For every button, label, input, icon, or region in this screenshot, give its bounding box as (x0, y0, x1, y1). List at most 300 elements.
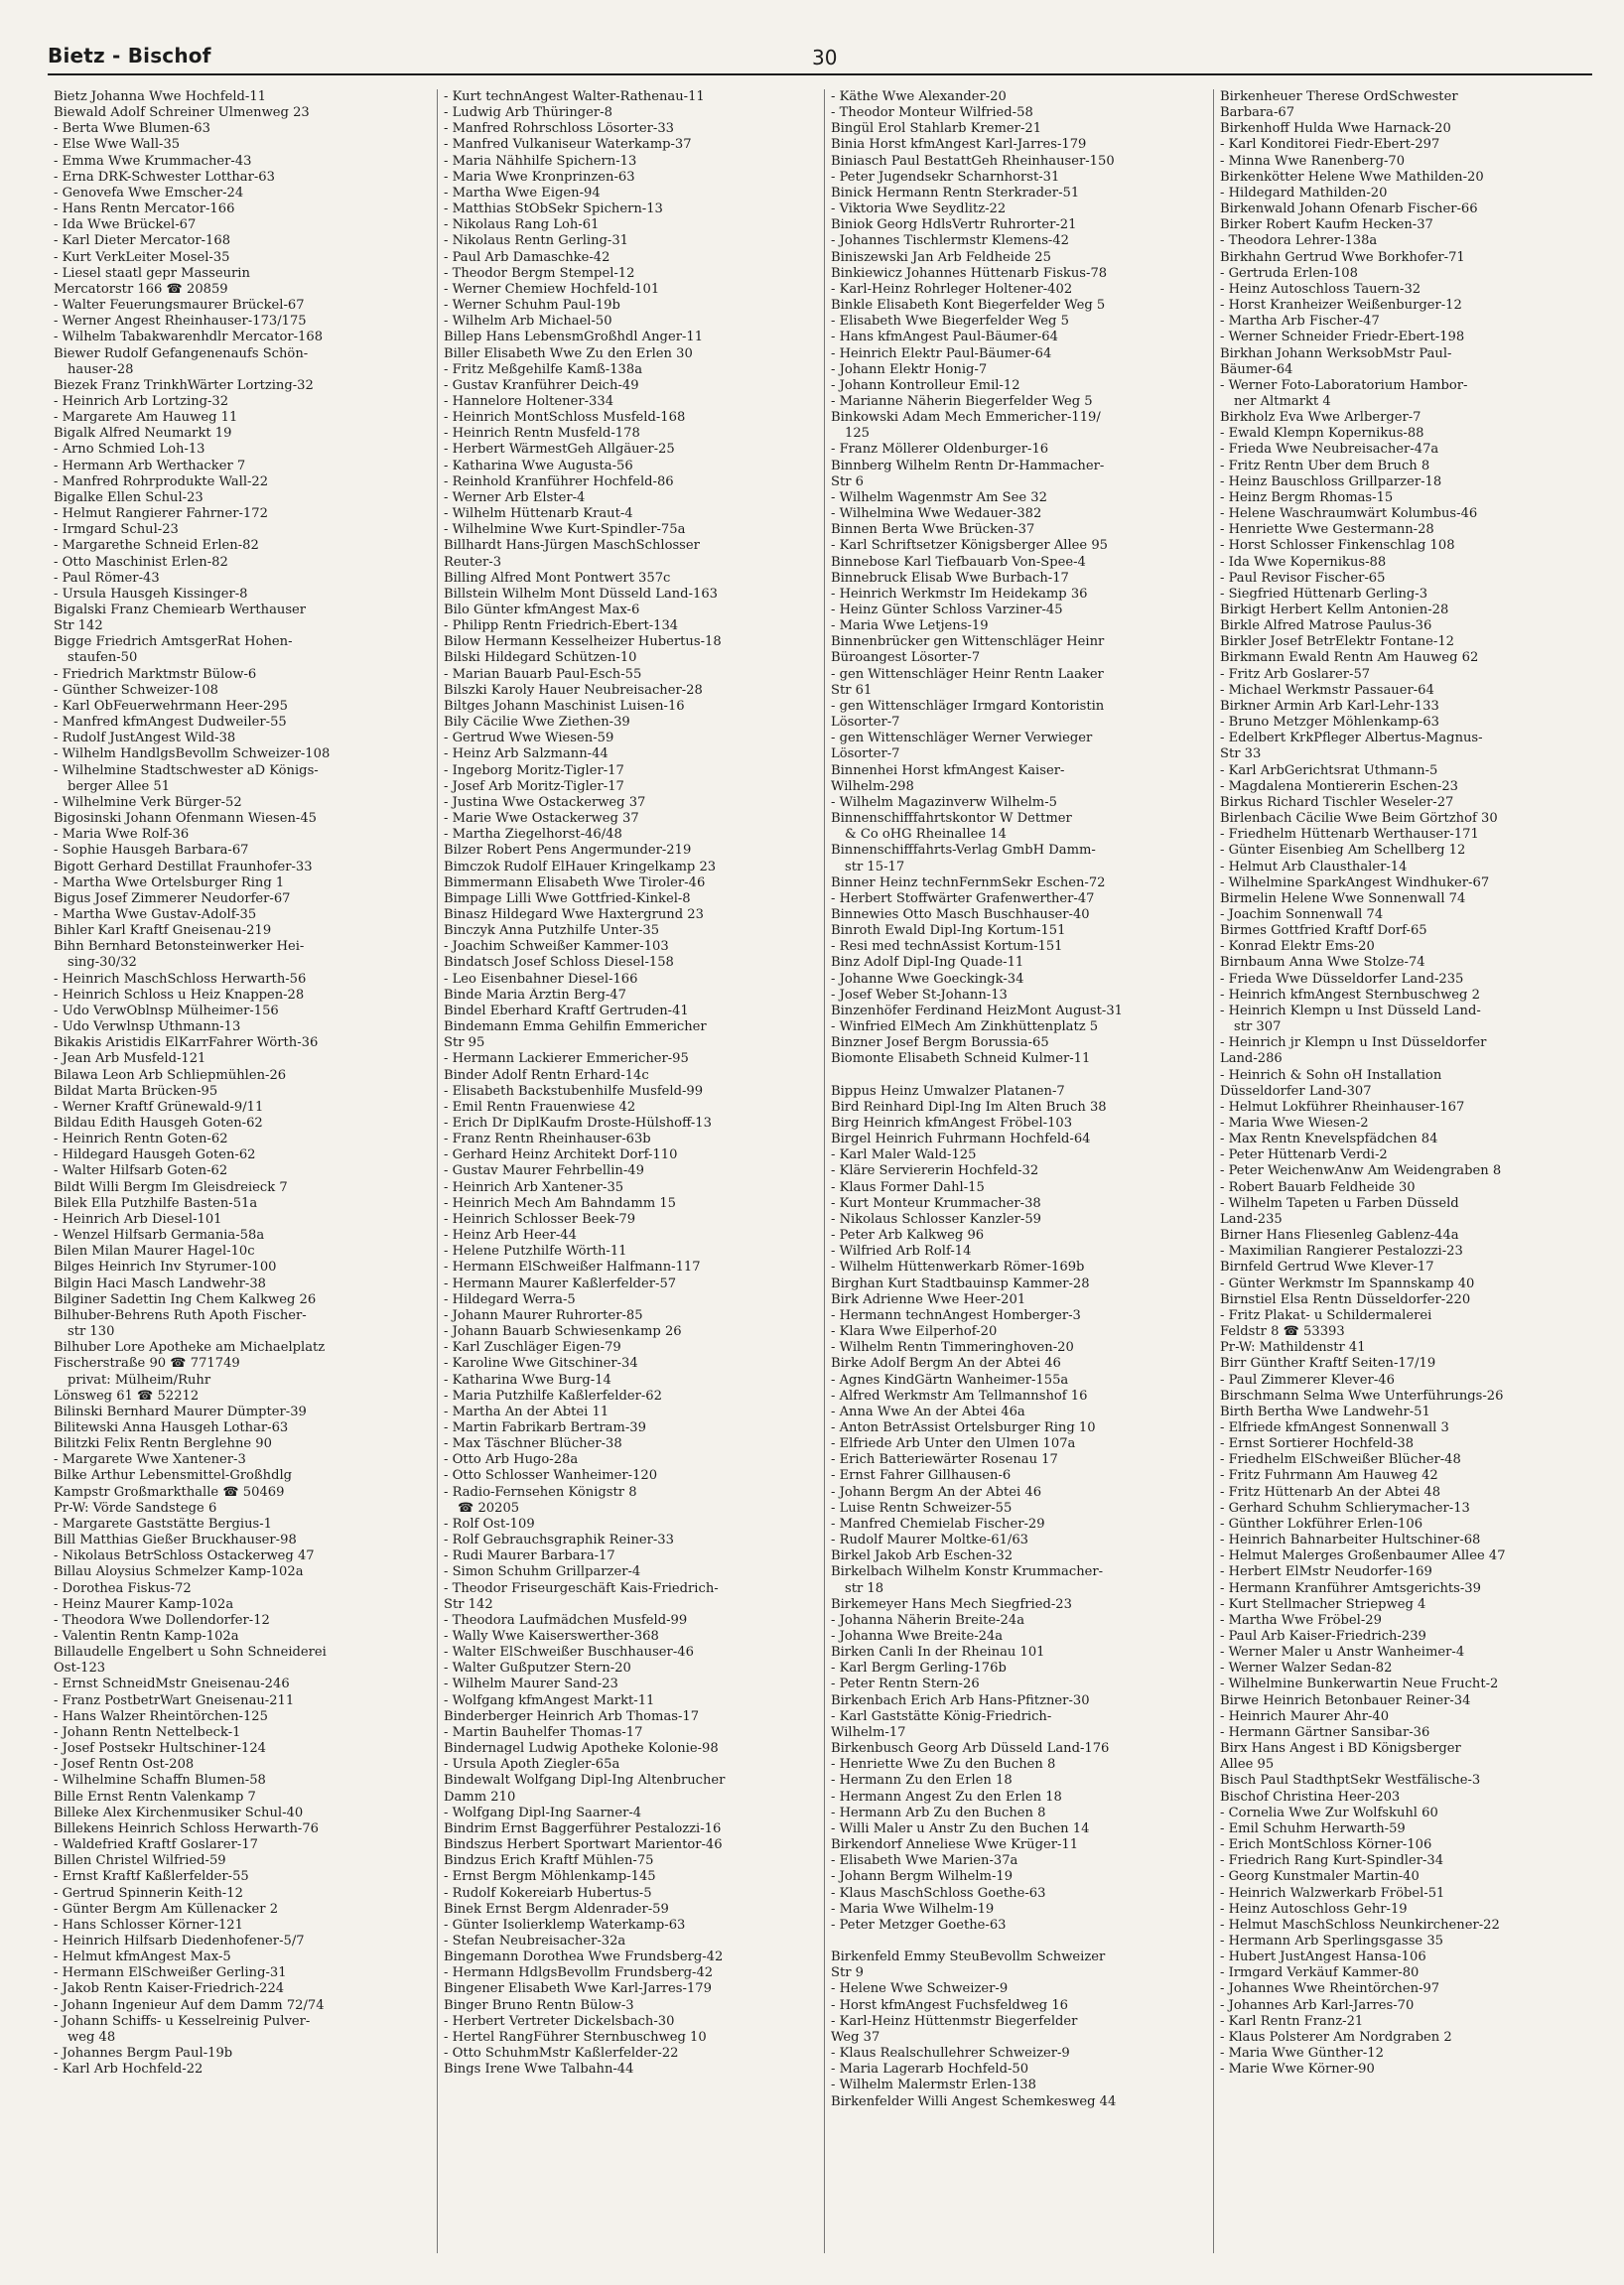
directory-entry-line: Bilzer Robert Pens Angermunder-219 (444, 843, 692, 859)
directory-entry-line: Str 9 (831, 1965, 864, 1981)
directory-entry-line: - Rolf Gebrauchsgraphik Reiner-33 (444, 1533, 674, 1548)
directory-entry-line: - Karl Bergm Gerling-176b (831, 1661, 1007, 1677)
directory-entry-line: - Ida Wwe Kopernikus-88 (1220, 554, 1387, 570)
directory-entry-line: hauser-28 (68, 361, 134, 377)
directory-entry-line: Birghan Kurt Stadtbauinsp Kammer-28 (831, 1276, 1090, 1291)
directory-entry-line: - Herbert Vertreter Dickelsbach-30 (444, 2013, 675, 2029)
directory-entry-line: - Günter Werkmstr Im Spannskamp 40 (1220, 1276, 1475, 1291)
directory-entry-line: Bill Matthias Gießer Bruckhauser-98 (54, 1533, 297, 1548)
directory-entry-line: - Elfriede kfmAngest Sonnenwall 3 (1220, 1419, 1449, 1435)
directory-entry-line: - Heinz Arb Heer-44 (444, 1228, 577, 1244)
directory-entry-line: - Helmut Lokführer Rheinhauser-167 (1220, 1099, 1465, 1115)
directory-entry-line: - Johann Bauarb Schwiesenkamp 26 (444, 1324, 682, 1340)
directory-entry-line: - Josef Postsekr Hultschiner-124 (54, 1741, 266, 1757)
directory-entry-line: - Hermann Arb Sperlingsgasse 35 (1220, 1933, 1443, 1949)
directory-column-1 (48, 89, 413, 2253)
directory-entry-line: Binek Ernst Bergm Aldenrader-59 (444, 1901, 669, 1917)
directory-entry-line: Bings Irene Wwe Talbahn-44 (444, 2062, 634, 2078)
directory-entry-line: Bigalk Alfred Neumarkt 19 (54, 426, 232, 442)
directory-entry-line: - Herbert Stoffwärter Grafenwerther-47 (831, 890, 1095, 906)
directory-entry-line: - Heinrich & Sohn oH Installation (1220, 1067, 1442, 1083)
directory-entry-line: - Heinrich Schlosser Beek-79 (444, 1211, 636, 1227)
directory-entry-line: Biniok Georg HdlsVertr Ruhrorter-21 (831, 217, 1077, 233)
directory-entry-line: - Kläre Serviererin Hochfeld-32 (831, 1163, 1039, 1179)
directory-entry-line: Birkhan Johann WerksobMstr Paul- (1220, 345, 1452, 361)
directory-entry-line: - Marie Wwe Ostackerweg 37 (444, 811, 639, 827)
directory-entry-line: Binder Adolf Rentn Erhard-14c (444, 1067, 649, 1083)
directory-entry-line: Lönsweg 61 ☎ 52212 (54, 1388, 200, 1404)
directory-entry-line: - Wilhelmina Wwe Wedauer-382 (831, 506, 1042, 522)
directory-entry-line: - Liesel staatl gepr Masseurin (54, 265, 250, 281)
directory-entry-line: - Heinrich Rentn Musfeld-178 (444, 426, 640, 442)
directory-entry-line: - Nikolaus BetrSchloss Ostackerweg 47 (54, 1548, 315, 1564)
directory-entry-line: - Henriette Wwe Zu den Buchen 8 (831, 1757, 1056, 1773)
directory-entry-line: - Wolfgang kfmAngest Markt-11 (444, 1692, 655, 1708)
directory-entry-line: - Max Täschner Blücher-38 (444, 1436, 622, 1452)
directory-entry-line: - Heinrich Arb Lortzing-32 (54, 393, 229, 409)
directory-entry-line: - Friedrich Marktmstr Bülow-6 (54, 666, 257, 682)
directory-entry-line: Binz Adolf Dipl-Ing Quade-11 (831, 955, 1024, 971)
directory-entry-line: Str 33 (1220, 746, 1262, 762)
directory-entry-line: str 15-17 (845, 859, 905, 874)
directory-entry-line: - Gertrud Wwe Wiesen-59 (444, 731, 614, 746)
directory-entry-line: - Karl Schriftsetzer Königsberger Allee 95 (831, 538, 1109, 554)
directory-entry-line: - Elisabeth Wwe Marien-37a (831, 1853, 1018, 1869)
directory-entry-line: Birkus Richard Tischler Weseler-27 (1220, 794, 1454, 810)
directory-entry-line: Birth Bertha Wwe Landwehr-51 (1220, 1404, 1430, 1419)
directory-entry-line: Feldstr 8 ☎ 53393 (1220, 1324, 1345, 1340)
directory-entry-line: - Elisabeth Backstubenhilfe Musfeld-99 (444, 1083, 704, 1099)
directory-entry-line: Birkigt Herbert Kellm Antonien-28 (1220, 603, 1449, 617)
running-head: Bietz - Bischof (48, 44, 211, 67)
directory-entry-line: - Paul Zimmerer Klever-46 (1220, 1372, 1395, 1388)
directory-entry-line: - Martin Fabrikarb Bertram-39 (444, 1419, 646, 1435)
directory-entry-line: Billstein Wilhelm Mont Düsseld Land-163 (444, 586, 718, 602)
directory-entry-line: - Marie Wwe Körner-90 (1220, 2062, 1375, 2078)
directory-entry-line: - Theodor Friseurgeschäft Kais-Friedrich- (444, 1580, 719, 1596)
directory-entry-line: - Manfred Chemielab Fischer-29 (831, 1516, 1045, 1532)
directory-entry-line: Binde Maria Ärztin Berg-47 (444, 987, 626, 1003)
directory-entry-line: - Michael Werkmstr Passauer-64 (1220, 682, 1434, 698)
directory-entry-line: - Karl ArbGerichtsrat Uthmann-5 (1220, 762, 1438, 778)
directory-entry-line: Bilitewski Anna Hausgeh Lothar-63 (54, 1419, 289, 1435)
directory-entry-line: Düsseldorfer Land-307 (1220, 1083, 1372, 1099)
directory-entry-line: - Ludwig Arb Thüringer-8 (444, 105, 612, 121)
directory-entry-line: - Helmut MaschSchloss Neunkirchener-22 (1220, 1917, 1500, 1933)
directory-entry-line: - Simon Schuhm Grillparzer-4 (444, 1564, 641, 1580)
directory-entry-line: - Klaus MaschSchloss Goethe-63 (831, 1885, 1046, 1901)
directory-entry-line: Bigge Friedrich AmtsgerRat Hohen- (54, 634, 293, 650)
directory-entry-line: - Peter WeichenwAnw Am Weidengraben 8 (1220, 1163, 1502, 1179)
directory-entry-line: - Johann Bergm Wilhelm-19 (831, 1869, 1014, 1885)
directory-entry-line: Bingener Elisabeth Wwe Karl-Jarres-179 (444, 1981, 712, 1997)
directory-entry-line: - Erna DRK-Schwester Lotthar-63 (54, 169, 275, 185)
directory-entry-line: Bippus Heinz Umwalzer Platanen-7 (831, 1083, 1065, 1099)
directory-entry-line: - Berta Wwe Blumen-63 (54, 121, 210, 137)
directory-entry-line: - Kurt technAngest Walter-Rathenau-11 (444, 89, 705, 104)
directory-entry-line: - Franz Möllerer Oldenburger-16 (831, 442, 1049, 458)
directory-entry-line: - Valentin Rentn Kamp-102a (54, 1629, 239, 1644)
directory-entry-line: Bäumer-64 (1220, 361, 1293, 377)
directory-entry-line: - Otto SchuhmMstr Kaßlerfelder-22 (444, 2046, 679, 2062)
directory-entry-line: - Hubert JustAngest Hansa-106 (1220, 1949, 1426, 1965)
directory-entry-line: - Dorothea Fiskus-72 (54, 1580, 192, 1596)
directory-entry-line: Biller Elisabeth Wwe Zu den Erlen 30 (444, 345, 693, 361)
directory-entry-line: - Henriette Wwe Gestermann-28 (1220, 522, 1434, 538)
directory-entry-line: Billekens Heinrich Schloss Herwarth-76 (54, 1820, 319, 1836)
directory-entry-line: - Werner Angest Rheinhauser-173/175 (54, 314, 307, 330)
directory-entry-line: Bird Reinhard Dipl-Ing Im Alten Bruch 38 (831, 1099, 1107, 1115)
directory-entry-line: Billhardt Hans-Jürgen MaschSchlosser (444, 538, 700, 554)
directory-entry-line: - Günter Eisenbieg Am Schellberg 12 (1220, 843, 1466, 859)
directory-entry-line: - Irmgard Verkäuf Kammer-80 (1220, 1965, 1420, 1981)
directory-entry-line: - Marian Bauarb Paul-Esch-55 (444, 666, 642, 682)
directory-entry-line: Billep Hans LebensmGroßhdl Anger-11 (444, 330, 704, 345)
directory-entry-line: - Johanna Näherin Breite-24a (831, 1612, 1024, 1628)
directory-entry-line: - Heinz Autoschloss Tauern-32 (1220, 281, 1421, 297)
directory-entry-line: - Peter Hüttenarb Verdi-2 (1220, 1147, 1388, 1163)
directory-column-2 (437, 89, 802, 2253)
directory-entry-line: Birkenwald Johann Ofenarb Fischer-66 (1220, 202, 1478, 217)
directory-entry-line: Bikakis Aristidis ElKarrFahrer Wörth-36 (54, 1035, 319, 1051)
directory-entry-line: Birkenbach Erich Arb Hans-Pfitzner-30 (831, 1692, 1090, 1708)
directory-entry-line: - Heinrich Mech Am Bahndamm 15 (444, 1195, 677, 1211)
directory-entry-line: Bilawa Leon Arb Schliepmühlen-26 (54, 1067, 287, 1083)
directory-entry-line: Land-286 (1220, 1051, 1283, 1067)
directory-entry-line: - Bruno Metzger Möhlenkamp-63 (1220, 715, 1439, 731)
directory-entry-line: - Klaus Polsterer Am Nordgraben 2 (1220, 2029, 1452, 2045)
directory-entry-line: - Waldefried Kraftf Goslarer-17 (54, 1837, 258, 1853)
directory-entry-line: Biniszewski Jan Arb Feldheide 25 (831, 249, 1051, 265)
directory-entry-line: - Walter Gußputzer Stern-20 (444, 1661, 631, 1677)
directory-entry-line: - Heinrich Walzwerkarb Fröbel-51 (1220, 1885, 1445, 1901)
directory-entry-line: - Klaus Realschullehrer Schweizer-9 (831, 2046, 1070, 2062)
directory-entry-line: - Karl Dieter Mercator-168 (54, 233, 231, 249)
directory-entry-line: - Theodora Lehrer-138a (1220, 233, 1378, 249)
directory-entry-line: Str 61 (831, 682, 873, 698)
directory-entry-line: Binczyk Anna Putzhilfe Unter-35 (444, 923, 660, 939)
directory-entry-line: Bily Cäcilie Wwe Ziethen-39 (444, 715, 630, 731)
directory-entry-line: - Martin Bauhelfer Thomas-17 (444, 1724, 643, 1740)
directory-entry-line: Bildat Marta Brücken-95 (54, 1083, 218, 1099)
directory-entry-line: - Arno Schmied Loh-13 (54, 442, 205, 458)
directory-entry-line: - Werner Kraftf Grünewald-9/11 (54, 1099, 264, 1115)
directory-entry-line: - Friedrich Rang Kurt-Spindler-34 (1220, 1853, 1444, 1869)
directory-entry-line: Bischof Christina Heer-203 (1220, 1789, 1401, 1805)
directory-entry-line: - Justina Wwe Ostackerweg 37 (444, 794, 646, 810)
directory-entry-line: Bilinski Bernhard Maurer Dümpter-39 (54, 1404, 307, 1419)
directory-entry-line: - Wilhelm Tabakwarenhdlr Mercator-168 (54, 330, 324, 345)
directory-entry-line: - Helene Waschraumwärt Kolumbus-46 (1220, 506, 1478, 522)
directory-entry-line: - Margarethe Schneid Erlen-82 (54, 538, 259, 554)
directory-entry-line: - Hermann Arb Werthacker 7 (54, 458, 246, 473)
directory-entry-line: - Maria Wwe Günther-12 (1220, 2046, 1384, 2062)
directory-entry-line: - Walter ElSchweißer Buschhauser-46 (444, 1645, 694, 1661)
directory-entry-line: - Fritz Arb Goslarer-57 (1220, 666, 1371, 682)
directory-entry-line: - Heinz Maurer Kamp-102a (54, 1596, 234, 1612)
directory-entry-line: - Walter Feuerungsmaurer Brückel-67 (54, 298, 305, 314)
directory-entry-line: - Maria Nähhilfe Spichern-13 (444, 153, 637, 169)
directory-entry-line: Birkholz Eva Wwe Arlberger-7 (1220, 410, 1421, 426)
directory-entry-line: - Frieda Wwe Neubreisacher-47a (1220, 442, 1439, 458)
directory-entry-line: Binnberg Wilhelm Rentn Dr-Hammacher- (831, 458, 1105, 473)
directory-entry-line: - Johann Rentn Nettelbeck-1 (54, 1724, 241, 1740)
directory-entry-line: Bilhuber-Behrens Ruth Apoth Fischer- (54, 1307, 307, 1323)
directory-entry-line: Birkenfelder Willi Angest Schemkesweg 44 (831, 2093, 1117, 2109)
directory-entry-line: Bindernagel Ludwig Apotheke Kolonie-98 (444, 1741, 719, 1757)
directory-entry-line: Bilhuber Lore Apotheke am Michaelplatz (54, 1340, 326, 1356)
directory-entry-line: - Rudi Maurer Barbara-17 (444, 1548, 615, 1564)
directory-entry-line: - Wilhelm Tapeten u Farben Düsseld (1220, 1195, 1459, 1211)
directory-entry-line: - Rudolf JustAngest Wild-38 (54, 731, 236, 746)
directory-entry-line: - Stefan Neubreisacher-32a (444, 1933, 626, 1949)
directory-entry-line: Mercatorstr 166 ☎ 20859 (54, 281, 228, 297)
directory-entry-line: Birkenhoff Hulda Wwe Harnack-20 (1220, 121, 1451, 137)
directory-entry-line: - Emma Wwe Krummacher-43 (54, 153, 252, 169)
directory-entry-line: - Werner Maler u Anstr Wanheimer-4 (1220, 1645, 1465, 1661)
directory-entry-line: - Nikolaus Schlosser Kanzler-59 (831, 1211, 1041, 1227)
directory-entry-line: - Joachim Schweißer Kammer-103 (444, 939, 669, 955)
page-number: 30 (812, 46, 838, 69)
directory-entry-line: - Peter Rentn Stern-26 (831, 1677, 980, 1692)
directory-entry-line: - Maria Lagerarb Hochfeld-50 (831, 2062, 1029, 2078)
directory-entry-line: - Martha Wwe Eigen-94 (444, 185, 601, 201)
directory-entry-line: - Helmut kfmAngest Max-5 (54, 1949, 231, 1965)
directory-entry-line: - Karl Maler Wald-125 (831, 1147, 977, 1163)
directory-entry-line: - Viktoria Wwe Seydlitz-22 (831, 202, 1007, 217)
directory-entry-line: - Emil Schuhm Herwarth-59 (1220, 1820, 1406, 1836)
directory-entry-line: - Matthias StObSekr Spichern-13 (444, 202, 663, 217)
directory-entry-line: - Martha Arb Fischer-47 (1220, 314, 1380, 330)
directory-entry-line: - Johann Maurer Ruhrorter-85 (444, 1307, 643, 1323)
directory-entry-line: - Hermann technAngest Homberger-3 (831, 1307, 1081, 1323)
directory-entry-line: Birkenheuer Therese OrdSchwester (1220, 89, 1458, 104)
directory-entry-line: - Heinrich Schloss u Heiz Knappen-28 (54, 987, 305, 1003)
directory-entry-line: Bindatsch Josef Schloss Diesel-158 (444, 955, 674, 971)
directory-entry-line: - Max Rentn Knevelspfädchen 84 (1220, 1132, 1438, 1147)
directory-entry-line: Lösorter-7 (831, 715, 900, 731)
directory-entry-line: - Gustav Maurer Fehrbellin-49 (444, 1163, 644, 1179)
directory-entry-line: 125 (845, 426, 870, 442)
directory-entry-line: - Johannes Bergm Paul-19b (54, 2046, 233, 2062)
directory-entry-line: Birgel Heinrich Fuhrmann Hochfeld-64 (831, 1132, 1091, 1147)
directory-entry-line: - Heinz Arb Salzmann-44 (444, 746, 609, 762)
directory-entry-line: Binnebose Karl Tiefbauarb Von-Spee-4 (831, 554, 1086, 570)
directory-entry-line: - Heinrich Werkmstr Im Heidekamp 36 (831, 586, 1088, 602)
directory-entry-line: - Heinrich Elektr Paul-Bäumer-64 (831, 345, 1052, 361)
directory-entry-line: - Otto Arb Hugo-28a (444, 1452, 579, 1468)
directory-entry-line: - Peter Arb Kalkweg 96 (831, 1228, 985, 1244)
directory-entry-line: - Wilhelm Malermstr Erlen-138 (831, 2078, 1036, 2093)
directory-entry-line: - Anna Wwe An der Abtei 46a (831, 1404, 1025, 1419)
directory-entry-line: - Wilhelmine Wwe Kurt-Spindler-75a (444, 522, 686, 538)
directory-column-3 (824, 89, 1189, 2253)
directory-entry-line: Bilen Milan Maurer Hagel-10c (54, 1244, 255, 1260)
directory-entry-line: Bimmermann Elisabeth Wwe Tiroler-46 (444, 874, 706, 890)
page-header (48, 44, 1592, 73)
directory-entry-line: Bilke Arthur Lebensmittel-Großhdlg (54, 1468, 293, 1484)
directory-entry-line: - Heinrich Rentn Goten-62 (54, 1132, 228, 1147)
directory-entry-line: Birkemeyer Hans Mech Siegfried-23 (831, 1596, 1072, 1612)
directory-entry-line: Billaudelle Engelbert u Sohn Schneiderei (54, 1645, 327, 1661)
directory-entry-line: - Ursula Apoth Ziegler-65a (444, 1757, 620, 1773)
directory-entry-line: ☎ 20205 (458, 1500, 520, 1516)
directory-entry-line: Bindemann Emma Gehilfin Emmericher (444, 1019, 707, 1035)
directory-entry-line: - Friedhelm Hüttenarb Werthauser-171 (1220, 827, 1479, 843)
directory-entry-line: - Ingeborg Moritz-Tigler-17 (444, 762, 624, 778)
directory-entry-line: - Wilhelm HandlgsBevollm Schweizer-108 (54, 746, 331, 762)
directory-entry-line: - Konrad Elektr Ems-20 (1220, 939, 1375, 955)
directory-entry-line: - Paul Arb Damaschke-42 (444, 249, 610, 265)
directory-entry-line: - Georg Kunstmaler Martin-40 (1220, 1869, 1420, 1885)
directory-entry-line: - Anton BetrAssist Ortelsburger Ring 10 (831, 1419, 1096, 1435)
directory-entry-line: Birk Adrienne Wwe Heer-201 (831, 1291, 1026, 1307)
directory-entry-line: - Heinz Autoschloss Gehr-19 (1220, 1901, 1408, 1917)
directory-entry-line: - Hermann ElSchweißer Gerling-31 (54, 1965, 287, 1981)
directory-entry-line: - Martha Wwe Gustav-Adolf-35 (54, 906, 257, 922)
directory-entry-line: - Heinz Bergm Rhomas-15 (1220, 489, 1394, 505)
directory-entry-line: - Heinrich Arb Xantener-35 (444, 1179, 624, 1195)
directory-entry-line: - Martha Ziegelhorst-46/48 (444, 827, 622, 843)
directory-entry-line: Bihn Bernhard Betonsteinwerker Hei- (54, 939, 305, 955)
directory-entry-line: - Udo VerwOblnsp Mülheimer-156 (54, 1003, 279, 1018)
directory-entry-line: - Karl ObFeuerwehrmann Heer-295 (54, 698, 288, 714)
directory-entry-line: Bilow Hermann Kesselheizer Hubertus-18 (444, 634, 722, 650)
directory-entry-line: - Fritz Rentn Über dem Bruch 8 (1220, 458, 1430, 473)
directory-entry-line: - Edelbert KrkPfleger Albertus-Magnus- (1220, 731, 1483, 746)
directory-entry-line: - Wenzel Hilfsarb Germania-58a (54, 1228, 265, 1244)
directory-entry-line: Birschmann Selma Wwe Unterführungs-26 (1220, 1388, 1504, 1404)
directory-entry-line: - Wally Wwe Kaiserswerther-368 (444, 1629, 659, 1644)
directory-entry-line: - Ida Wwe Brückel-67 (54, 217, 197, 233)
directory-entry-line: Birker Robert Kaufm Hecken-37 (1220, 217, 1433, 233)
directory-entry-line: - Hermann ElSchweißer Halfmann-117 (444, 1260, 701, 1276)
directory-entry-line: - Udo Verwlnsp Uthmann-13 (54, 1019, 241, 1035)
directory-entry-line: - gen Wittenschläger Heinr Rentn Laaker (831, 666, 1104, 682)
directory-entry-line: Birnbaum Anna Wwe Stolze-74 (1220, 955, 1425, 971)
directory-entry-line: - Jakob Rentn Kaiser-Friedrich-224 (54, 1981, 285, 1997)
directory-entry-line: Birmes Gottfried Kraftf Dorf-65 (1220, 923, 1427, 939)
directory-entry-line: - Johann Elektr Honig-7 (831, 361, 988, 377)
directory-entry-line: - Nikolaus Rentn Gerling-31 (444, 233, 628, 249)
directory-entry-line: - Heinrich jr Klempn u Inst Düsseldorfer (1220, 1035, 1487, 1051)
directory-entry-line: - Heinz Günter Schloss Varziner-45 (831, 603, 1063, 617)
directory-entry-line: - Horst Kranheizer Weißenburger-12 (1220, 298, 1462, 314)
directory-entry-line: - Ernst SchneidMstr Gneisenau-246 (54, 1677, 290, 1692)
directory-entry-line: - Wilhelmine Verk Bürger-52 (54, 794, 242, 810)
directory-entry-line: - Winfried ElMech Am Zinkhüttenplatz 5 (831, 1019, 1099, 1035)
directory-entry-line: - Hertel RangFührer Sternbuschweg 10 (444, 2029, 707, 2045)
directory-entry-line: - Marianne Näherin Biegerfelder Weg 5 (831, 393, 1093, 409)
directory-entry-line: - Erich MontSchloss Körner-106 (1220, 1837, 1432, 1853)
directory-entry-line: - Johanna Wwe Breite-24a (831, 1629, 1004, 1644)
directory-entry-line: Fischerstraße 90 ☎ 771749 (54, 1356, 240, 1372)
directory-entry-line: - Karoline Wwe Gitschiner-34 (444, 1356, 638, 1372)
directory-entry-line: - Hermann Zu den Erlen 18 (831, 1773, 1013, 1789)
directory-entry-line: - Hans kfmAngest Paul-Bäumer-64 (831, 330, 1058, 345)
directory-entry-line: Bilitzki Felix Rentn Berglehne 90 (54, 1436, 272, 1452)
directory-entry-line: Binnebruck Elisab Wwe Burbach-17 (831, 570, 1069, 586)
directory-entry-line: - Klara Wwe Eilperhof-20 (831, 1324, 998, 1340)
directory-entry-line: - Maria Wwe Letjens-19 (831, 618, 989, 634)
directory-entry-line: - Karl Arb Hochfeld-22 (54, 2062, 203, 2078)
directory-entry-line: - Ernst Fahrer Gillhausen-6 (831, 1468, 1012, 1484)
directory-entry-line: Str 142 (54, 618, 103, 634)
directory-entry-line: - Kurt Stellmacher Striepweg 4 (1220, 1596, 1426, 1612)
directory-entry-line: Bingül Erol Stahlarb Kremer-21 (831, 121, 1042, 137)
directory-entry-line: - Wilhelmine Bunkerwartin Neue Frucht-2 (1220, 1677, 1499, 1692)
directory-entry-line: Str 142 (444, 1596, 493, 1612)
directory-entry-line: - Ewald Klempn Kopernikus-88 (1220, 426, 1424, 442)
directory-entry-line: sing-30/32 (68, 955, 137, 971)
directory-entry-line: - Franz PostbetrWart Gneisenau-211 (54, 1692, 295, 1708)
directory-entry-line: - Robert Bauarb Feldheide 30 (1220, 1179, 1416, 1195)
directory-entry-line: Land-235 (1220, 1211, 1283, 1227)
directory-entry-line: weg 48 (68, 2029, 116, 2045)
directory-entry-line: Wilhelm-298 (831, 778, 914, 794)
directory-entry-line: - Alfred Werkmstr Am Tellmannshof 16 (831, 1388, 1088, 1404)
directory-entry-line: Binderberger Heinrich Arb Thomas-17 (444, 1708, 700, 1724)
directory-entry-line: - Josef Weber St-Johann-13 (831, 987, 1008, 1003)
directory-entry-line: Bindrim Ernst Baggerführer Pestalozzi-16 (444, 1820, 722, 1836)
directory-entry-line: - Wilhelmine Stadtschwester aD Königs- (54, 762, 319, 778)
directory-entry-line: - Friedhelm ElSchweißer Blücher-48 (1220, 1452, 1461, 1468)
directory-entry-line: - Heinrich Hilfsarb Diedenhofener-5/7 (54, 1933, 305, 1949)
directory-entry-line: - Rudolf Kokereiarb Hubertus-5 (444, 1885, 652, 1901)
directory-entry-line: - Heinrich MontSchloss Musfeld-168 (444, 410, 686, 426)
directory-entry-line: - Hermann Maurer Kaßlerfelder-57 (444, 1276, 677, 1291)
directory-entry-line: - Gerhard Heinz Architekt Dorf-110 (444, 1147, 678, 1163)
directory-entry-line: Bilszki Karoly Hauer Neubreisacher-28 (444, 682, 703, 698)
directory-entry-line: - Hildegard Mathilden-20 (1220, 185, 1388, 201)
directory-entry-line: - Johann Ingenieur Auf dem Damm 72/74 (54, 1997, 325, 2013)
directory-entry-line: - Johann Schiffs- u Kesselreinig Pulver- (54, 2013, 311, 2029)
directory-entry-line: - Hans Rentn Mercator-166 (54, 202, 235, 217)
directory-entry-line: - Rolf Ost-109 (444, 1516, 535, 1532)
directory-entry-line: Binnenschifffahrtskontor W Dettmer (831, 811, 1072, 827)
directory-entry-line: - Wilhelm Arb Michael-50 (444, 314, 612, 330)
directory-entry-line: - Wilhelmine SparkAngest Windhuker-67 (1220, 874, 1490, 890)
directory-entry-line: privat: Mülheim/Ruhr (68, 1372, 211, 1388)
directory-entry-line: - Wilhelmine Schaffn Blumen-58 (54, 1773, 266, 1789)
directory-entry-line: - gen Wittenschläger Werner Verwieger (831, 731, 1093, 746)
directory-entry-line: - Margarete Am Hauweg 11 (54, 410, 238, 426)
directory-entry-line: Birnfeld Gertrud Wwe Klever-17 (1220, 1260, 1434, 1276)
directory-entry-line: - Wilhelm Magazinverw Wilhelm-5 (831, 794, 1057, 810)
directory-entry-line: Birmelin Helene Wwe Sonnenwall 74 (1220, 890, 1466, 906)
directory-entry-line: - Elfriede Arb Unter den Ulmen 107a (831, 1436, 1076, 1452)
directory-entry-line: - Cornelia Wwe Zur Wolfskuhl 60 (1220, 1805, 1438, 1820)
directory-entry-line: Büroangest Lösorter-7 (831, 650, 981, 666)
directory-entry-line: Binasz Hildegard Wwe Haxtergrund 23 (444, 906, 704, 922)
directory-entry-line: - Karl Gaststätte König-Friedrich- (831, 1708, 1052, 1724)
directory-entry-line: Str 6 (831, 473, 864, 489)
directory-entry-line: - Heinrich Arb Diesel-101 (54, 1211, 222, 1227)
directory-entry-line: - Hannelore Holtener-334 (444, 393, 614, 409)
directory-entry-line: - Johanne Wwe Goeckingk-34 (831, 971, 1024, 987)
directory-entry-line: - Werner Walzer Sedan-82 (1220, 1661, 1393, 1677)
directory-entry-line: - Martha Wwe Fröbel-29 (1220, 1612, 1382, 1628)
directory-entry-line: - Herbert ElMstr Neudorfer-169 (1220, 1564, 1432, 1580)
directory-entry-line: - Werner Schuhm Paul-19b (444, 298, 620, 314)
directory-entry-line: - Maria Wwe Wiesen-2 (1220, 1116, 1369, 1131)
directory-entry-line: - Erich Dr DiplKaufm Droste-Hülshoff-13 (444, 1116, 712, 1131)
directory-entry-line: Birke Adolf Bergm An der Abtei 46 (831, 1356, 1061, 1372)
directory-entry-line: - Jean Arb Musfeld-121 (54, 1051, 206, 1067)
directory-entry-line: Birkenbusch Georg Arb Düsseld Land-176 (831, 1741, 1110, 1757)
directory-entry-line: Birkhahn Gertrud Wwe Borkhofer-71 (1220, 249, 1465, 265)
directory-entry-line: - Luise Rentn Schweizer-55 (831, 1500, 1013, 1516)
